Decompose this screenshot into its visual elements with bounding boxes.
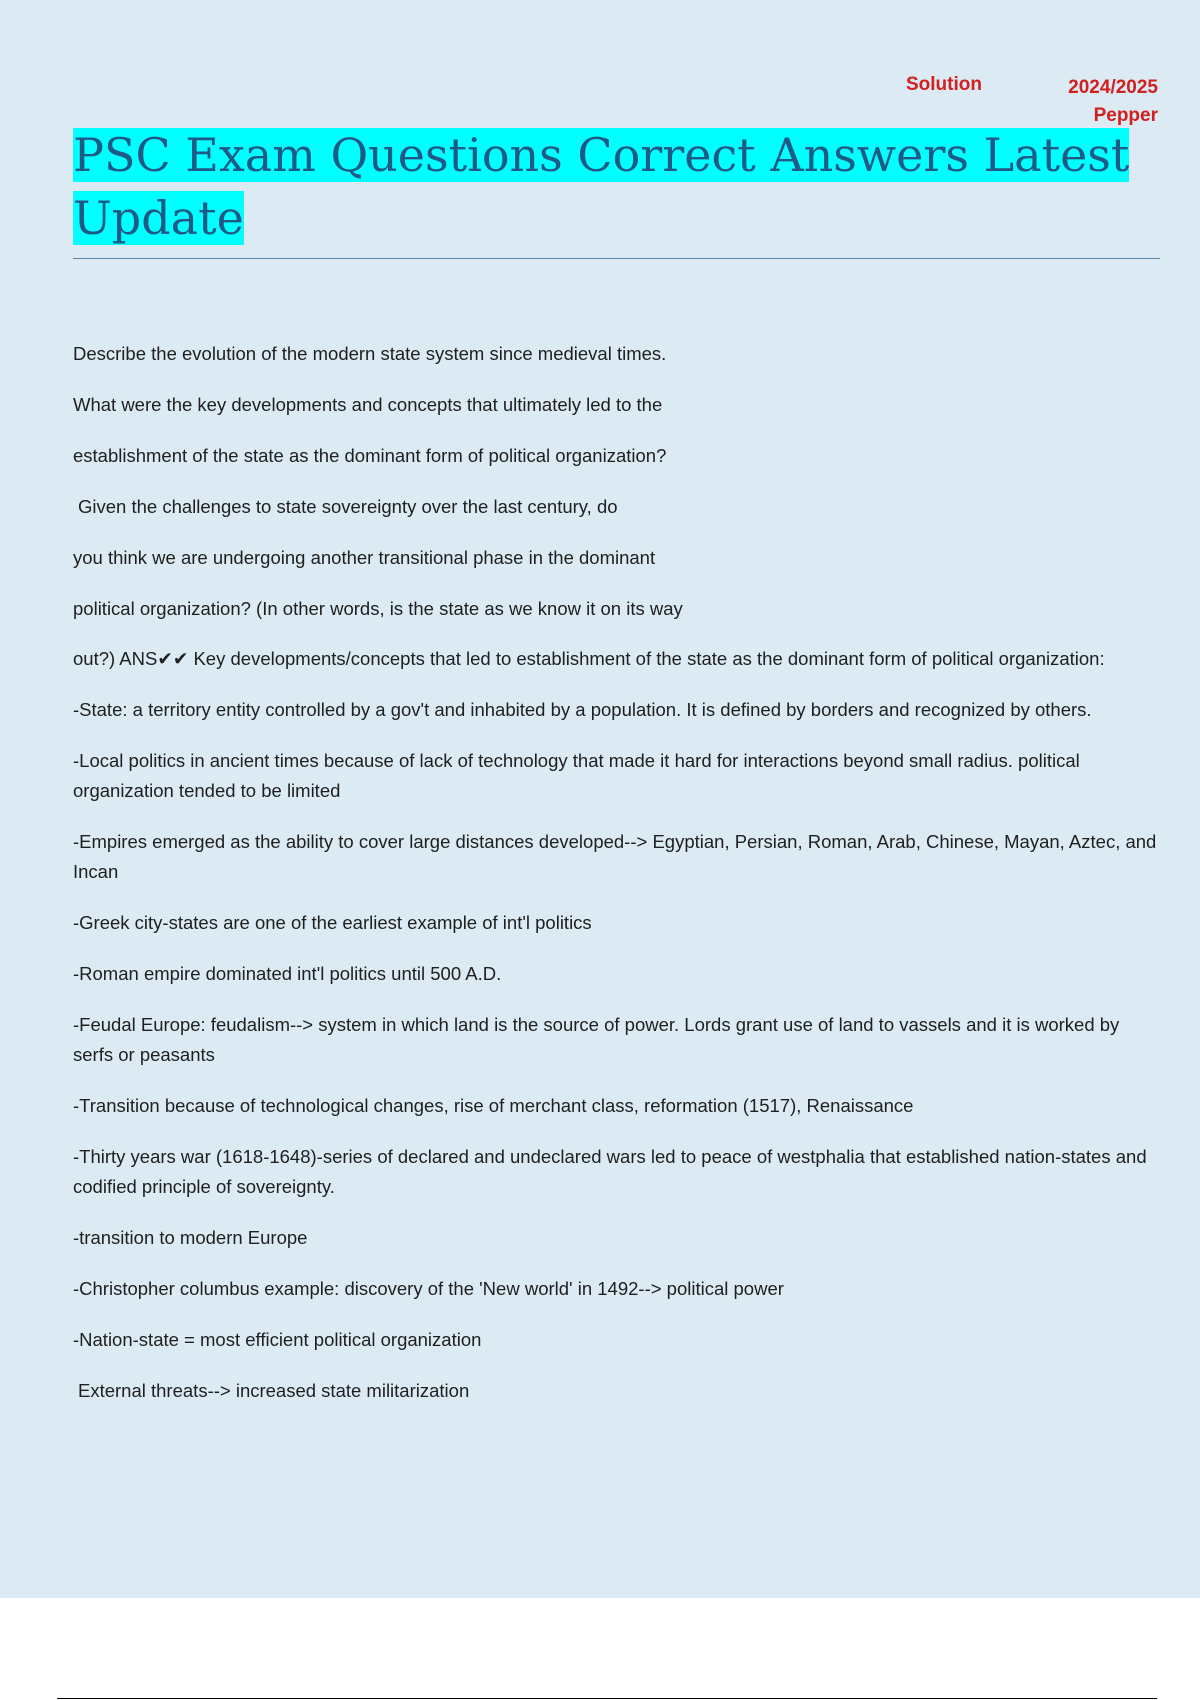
question-line: establishment of the state as the dominant form of political organization?	[73, 445, 667, 466]
footer-divider	[57, 1698, 1157, 1699]
answer-item: -Christopher columbus example: discovery of the 'New world' in 1492--> political power	[73, 1278, 784, 1299]
solution-label: Solution	[906, 74, 982, 95]
answer-item: -Greek city-states are one of the earliest example of int'l politics	[73, 912, 592, 933]
page-title	[73, 124, 1160, 250]
question-line: What were the key developments and concepts that ultimately led to the	[73, 394, 663, 415]
answer-item: -Nation-state = most efficient political organization	[73, 1329, 482, 1350]
answer-item: -Thirty years war (1618-1648)-series of declared and undeclared wars led to peace of westphalia that established nation-states and codified principle of sovereignty.	[73, 1146, 1147, 1197]
question-line: Describe the evolution of the modern state system since medieval times.	[73, 343, 667, 364]
question-line: political organization? (In other words, is the state as we know it on its way	[73, 598, 683, 619]
question-line: Given the challenges to state sovereignty over the last century, do	[78, 496, 618, 517]
answer-intro: out?) ANS✔✔ Key developments/concepts that led to establishment of the state as the dominant form of political organization:	[73, 648, 1105, 669]
answer-item: -Empires emerged as the ability to cover large distances developed--> Egyptian, Persian, Roman, Arab, Chinese, Mayan, Aztec, and Incan	[73, 831, 1157, 882]
year-author-block	[1068, 74, 1158, 130]
document-body	[73, 338, 1163, 1427]
answer-item: -Local politics in ancient times because of lack of technology that made it hard for interactions beyond small radius. political organization tended to be limited	[73, 750, 1080, 801]
answer-item: -transition to modern Europe	[73, 1227, 308, 1248]
author-label: Pepper	[1093, 105, 1158, 126]
question-line: you think we are undergoing another transitional phase in the dominant	[73, 547, 656, 568]
header-meta	[700, 72, 1160, 132]
answer-item: -State: a territory entity controlled by a gov't and inhabited by a population. It is defined by borders and recognized by others.	[73, 699, 1092, 720]
page-title-text: PSC Exam Questions Correct Answers Latest Update	[73, 128, 1130, 245]
answer-item: -Roman empire dominated int'l politics until 500 A.D.	[73, 963, 502, 984]
year-label: 2024/2025	[1068, 77, 1158, 98]
answer-item: External threats--> increased state militarization	[78, 1380, 470, 1401]
answer-item: -Feudal Europe: feudalism--> system in which land is the source of power. Lords grant use of land to vassels and it is worked by serfs or peasants	[73, 1014, 1120, 1065]
answer-item: -Transition because of technological changes, rise of merchant class, reformation (1517), Renaissance	[73, 1095, 914, 1116]
title-block	[73, 124, 1160, 250]
title-divider	[73, 258, 1160, 259]
